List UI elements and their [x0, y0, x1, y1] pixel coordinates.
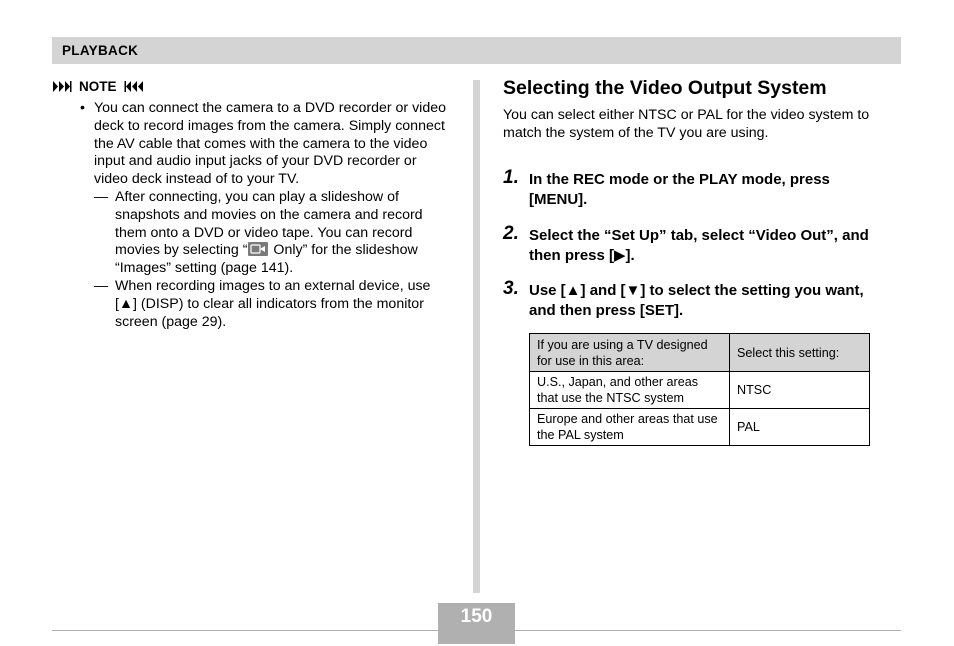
table-cell: NTSC: [730, 372, 870, 409]
header-bar: [52, 37, 901, 64]
subitem-1-text-post: Only” for the slideshow “Images” setting (page 141).: [115, 242, 418, 277]
table-row: [530, 409, 870, 446]
table-cell: PAL: [730, 409, 870, 446]
table-header-cell: If you are using a TV designed for use in this area:: [530, 334, 730, 372]
note-heading: [52, 78, 144, 94]
step-text: Use [▲] and [▼] to select the setting you want, and then press [SET].: [529, 282, 864, 319]
subitem-1-text-pre: After connecting, you can play a slideshow of snapshots and movies on the camera and record them onto a DVD or video tape. You can record movies by selecting “: [115, 188, 423, 259]
dash-marker: —: [94, 277, 109, 294]
table-cell: U.S., Japan, and other areas that use the NTSC system: [530, 372, 730, 409]
step-2: [503, 223, 883, 266]
video-output-table: [529, 333, 870, 446]
note-arrows-right-icon: [52, 80, 74, 93]
table-row: [530, 372, 870, 409]
column-divider: [473, 80, 480, 593]
bullet-marker: •: [80, 100, 85, 116]
page-number-tab-base: [438, 630, 515, 644]
step-text: Select the “Set Up” tab, select “Video Out”, and then press [▶].: [529, 227, 869, 264]
step-number: 1.: [503, 167, 519, 188]
bullet-text: You can connect the camera to a DVD recorder or video deck to record images from the camera. Simply connect the AV cable that comes with the camera to the video input and audio input jacks of your DVD recorder or video deck instead of to your TV.: [94, 100, 446, 188]
step-number: 3.: [503, 278, 519, 299]
step-1: [503, 167, 883, 210]
section-title: Selecting the Video Output System: [503, 77, 827, 99]
note-subitem-1: [80, 189, 450, 278]
section-intro: You can select either NTSC or PAL for the video system to match the system of the TV you are using.: [503, 107, 870, 141]
movie-mode-icon: [248, 242, 268, 256]
section-label: PLAYBACK: [62, 43, 139, 58]
note-subitem-2: [80, 278, 450, 331]
table-cell: Europe and other areas that use the PAL system: [530, 409, 730, 446]
table-header-cell: Select this setting:: [730, 334, 870, 372]
note-bullet: [80, 100, 450, 189]
dash-marker: —: [94, 188, 109, 205]
note-body: [80, 100, 450, 331]
step-3: [503, 278, 883, 321]
step-number: 2.: [503, 223, 519, 244]
note-arrows-left-icon: [122, 80, 144, 93]
page-number: 150: [438, 603, 515, 630]
step-text: In the REC mode or the PLAY mode, press [MENU].: [529, 171, 830, 208]
table-header-row: [530, 334, 870, 372]
subitem-2-text: When recording images to an external device, use [▲] (DISP) to clear all indicators from the monitor screen (page 29).: [115, 277, 431, 330]
note-label: NOTE: [79, 78, 117, 94]
